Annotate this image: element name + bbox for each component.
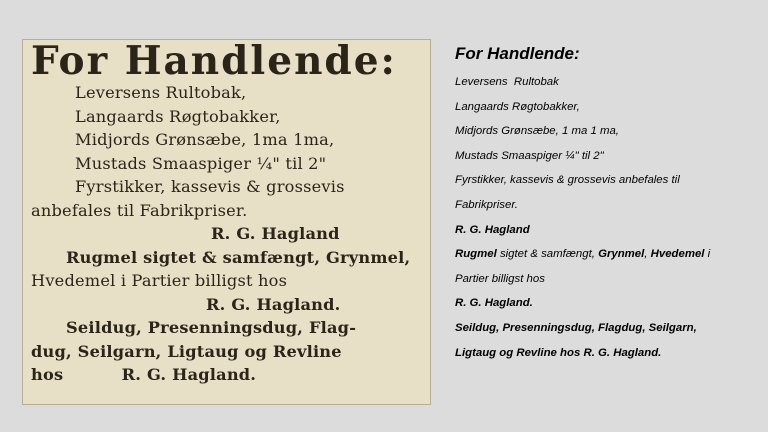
transcription-segment: , <box>644 248 651 261</box>
transcription-line <box>455 348 755 373</box>
clipping-line: Langaards Røgtobakker, <box>75 106 281 126</box>
transcription-line <box>455 175 755 200</box>
transcription-line <box>455 200 755 225</box>
transcription-line <box>455 249 755 274</box>
transcription-segment: Mustads Smaaspiger ¼" til 2" <box>455 149 604 162</box>
clipping-signature: R. G. Hagland. <box>206 294 341 314</box>
transcription-segment: Hvedemel <box>650 248 705 261</box>
transcription-segment: Seildug, Presenningsdug, Flagdug, Seilgarn, <box>455 321 697 334</box>
transcription-segment: i <box>704 248 711 261</box>
transcription-line <box>455 151 755 176</box>
clipping-line: Seildug, Presenningsdug, Flag- <box>66 318 357 337</box>
transcription-lines <box>455 77 755 372</box>
clipping-line: anbefales til Fabrikpriser. <box>31 200 248 220</box>
transcription-segment: R. G. Hagland. <box>455 297 533 310</box>
transcription-line <box>455 323 755 348</box>
clipping-line: Leversens Rultobak, <box>75 83 247 102</box>
transcription-segment: sigtet & samfængt, <box>496 248 599 261</box>
clipping-headline: For Handlende: <box>31 39 397 84</box>
clipping-line: Mustads Smaaspiger ¼" til 2" <box>75 153 327 173</box>
transcription-segment: Ligtaug og Revline hos R. G. Hagland. <box>455 346 662 359</box>
transcription-segment: Fyrstikker, kassevis & grossevis anbefales til <box>455 174 680 187</box>
transcription-line <box>455 77 755 102</box>
clipping-signature: R. G. Hagland <box>211 224 340 243</box>
clipping-line: Fyrstikker, kassevis & grossevis <box>75 177 345 196</box>
transcription-segment: Partier billigst hos <box>455 272 545 285</box>
transcription-line <box>455 298 755 323</box>
transcription-line <box>455 102 755 127</box>
clipping-signature: hos R. G. Hagland. <box>31 365 257 384</box>
transcription-segment: Fabrikpriser. <box>455 198 518 211</box>
clipping-line: dug, Seilgarn, Ligtaug og Revline <box>31 341 342 361</box>
clipping-line: Midjords Grønsæbe, 1ma 1ma, <box>75 130 335 149</box>
transcription-segment: Leversens Rultobak <box>455 76 559 88</box>
transcription-segment: Langaards Røgtobakker, <box>455 100 580 113</box>
transcription-segment: Grynmel <box>598 248 645 261</box>
transcription-segment: Midjords Grønsæbe, 1 ma 1 ma, <box>455 125 619 138</box>
transcription-panel <box>455 44 755 372</box>
transcription-line <box>455 126 755 151</box>
clipping-text-block <box>23 40 430 404</box>
transcription-line <box>455 225 755 250</box>
transcription-segment: Rugmel <box>455 248 497 261</box>
newspaper-clipping-image <box>22 39 431 405</box>
transcription-title: For Handlende: <box>455 44 580 63</box>
clipping-line: Rugmel sigtet & samfængt, Grynmel, <box>66 247 411 267</box>
clipping-line: Hvedemel i Partier billigst hos <box>31 271 288 290</box>
transcription-segment: R. G. Hagland <box>455 223 530 236</box>
transcription-line <box>455 274 755 299</box>
